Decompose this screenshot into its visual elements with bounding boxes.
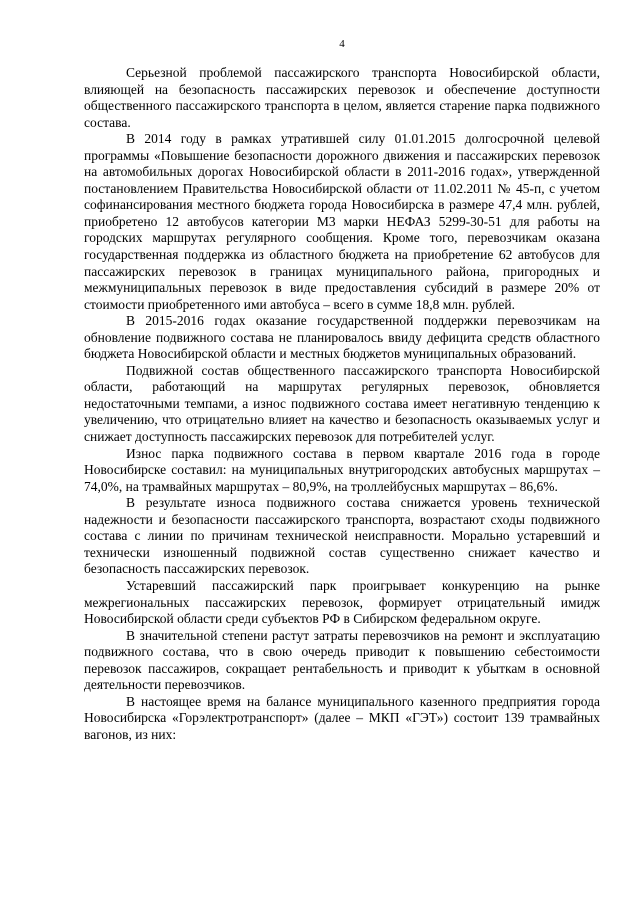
paragraph-2014-program: В 2014 году в рамках утратившей силу 01.01.2015 долгосрочной целевой программы «Повышение безопасности дорожного движения и пассажирских перевозок на автомобильных дорогах Новосибирской области в 2011-2016 годах», утвержденной постановлением Правительства Новосибирской области от 11.02.2011 № 45-п, с учетом софинансирования местного бюджета города Новосибирска в размере 47,4 млн. рублей, приобретено 12 автобусов категории М3 марки НЕФАЗ 5299-30-51 для работы на городских маршрутах регулярного сообщения. Кроме того, перевозчикам оказана государственная поддержка из областного бюджета на приобретение 62 автобусов для пассажирских перевозок в границах муниципального района, пригородных и межмуниципальных перевозок в виде предоставления субсидий в размере 20% от стоимости приобретенного ими автобуса – всего в сумме 18,8 млн. рублей. xyxy=(84,131,600,312)
paragraph-competition-loss: Устаревший пассажирский парк проигрывает конкуренцию на рынке межрегиональных пассажирских перевозок, формирует отрицательный имидж Новосибирской области среди субъектов РФ в Сибирском федеральном округе. xyxy=(84,577,600,627)
paragraph-rising-costs: В значительной степени растут затраты перевозчиков на ремонт и эксплуатацию подвижного состава, что в свою очередь приводит к повышению себестоимости перевозок пассажиров, сокращает рентабельность и приводит к убыткам в основной деятельности перевозчиков. xyxy=(84,627,600,693)
paragraph-tram-fleet-balance: В настоящее время на балансе муниципального казенного предприятия города Новосибирска «Горэлектротранспорт» (далее – МКП «ГЭТ») состоит 139 трамвайных вагонов, из них: xyxy=(84,693,600,742)
paragraph-rolling-stock-aging: Серьезной проблемой пассажирского транспорта Новосибирской области, влияющей на безопасность пассажирских перевозок и обеспечение доступности общественного пассажирского транспорта в целом, является старение парка подвижного состава. xyxy=(84,65,600,130)
paragraph-2015-2016-support: В 2015-2016 годах оказание государственной поддержки перевозчикам на обновление подвижного состава не планировалось ввиду дефицита средств областного бюджета Новосибирской области и местных бюджетов муниципальных образований. xyxy=(84,313,600,362)
document-body xyxy=(84,65,600,743)
paragraph-fleet-renewal-pace: Подвижной состав общественного пассажирского транспорта Новосибирской области, работающий на маршрутах регулярных перевозок, обновляется недостаточными темпами, а износ подвижного состава имеет негативную тенденцию к увеличению, что отрицательно влияет на качество и безопасность оказываемых услуг и снижает доступность пассажирских перевозок для потребителей услуг. xyxy=(84,362,600,445)
paragraph-reliability-decline: В результате износа подвижного состава снижается уровень технической надежности и безопасности пассажирского транспорта, возрастают сходы подвижного состава с линии по причинам технической неисправности. Морально устаревший и технически изношенный подвижной состав существенно снижает качество и безопасность пассажирских перевозок. xyxy=(84,495,600,577)
paragraph-wear-statistics: Износ парка подвижного состава в первом квартале 2016 года в городе Новосибирске составил: на муниципальных внутригородских автобусных маршрутах – 74,0%, на трамвайных маршрутах – 80,9%, на троллейбусных маршрутах – 86,6%. xyxy=(84,445,600,494)
page-number: 4 xyxy=(339,38,345,50)
